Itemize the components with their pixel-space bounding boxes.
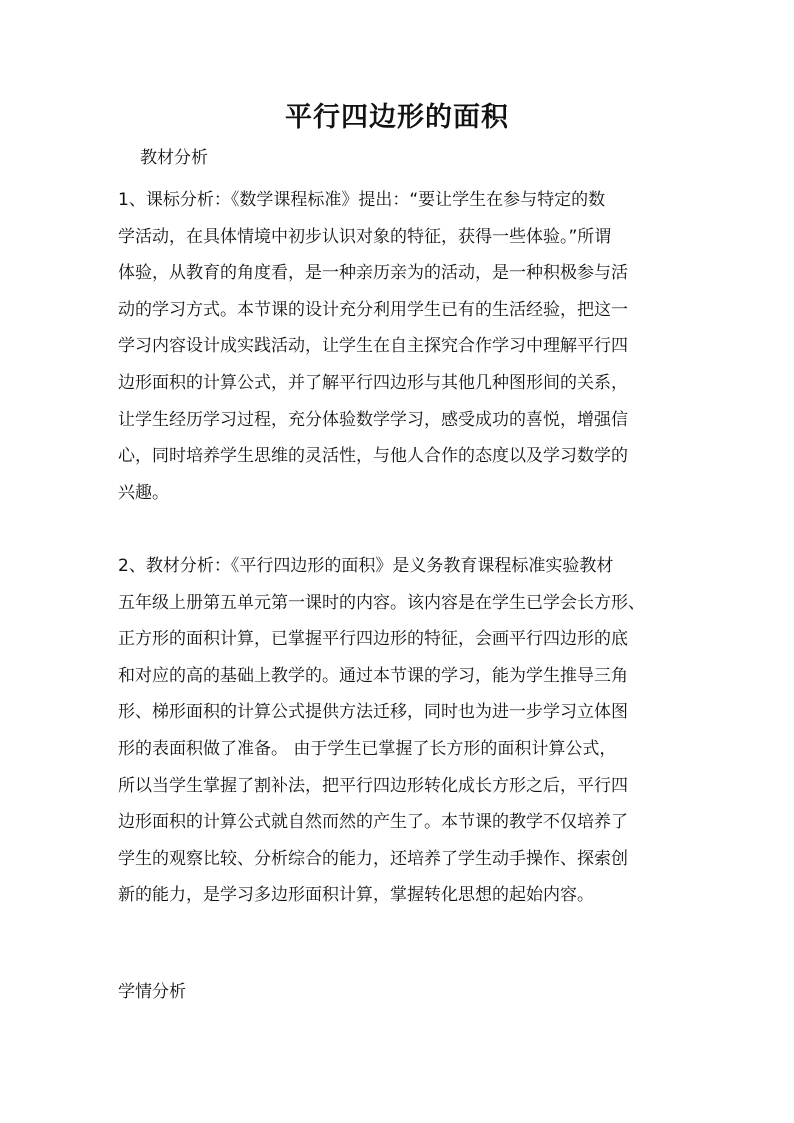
paragraph-line: 学活动，在具体情境中初步认识对象的特征，获得一些体验。”所谓	[118, 226, 612, 247]
paragraph-line: 和对应的高的基础上教学的。通过本节课的学习，能为学生推导三角	[118, 665, 628, 686]
section-heading-student-analysis: 学情分析	[118, 982, 186, 1002]
paragraph-line: 正方形的面积计算，已掌握平行四边形的特征，会画平行四边形的底	[118, 629, 628, 650]
paragraph-line: 2、教材分析：《平行四边形的面积》是义务教育课程标准实验教材	[118, 556, 614, 576]
paragraph-line: 新的能力，是学习多边形面积计算，掌握转化思想的起始内容。	[118, 885, 594, 906]
paragraph-line: 体验，从教育的角度看，是一种亲历亲为的活动，是一种积极参与活	[118, 263, 628, 284]
paragraph-line: 学生的观察比较、分析综合的能力，还培养了学生动手操作、探索创	[118, 848, 628, 869]
paragraph-line: 五年级上册第五单元第一课时的内容。该内容是在学生已学会长方形、	[118, 592, 645, 613]
paragraph-line: 形、梯形面积的计算公式提供方法迁移，同时也为进一步学习立体图	[118, 702, 628, 723]
section-heading-textbook-analysis: 教材分析	[140, 148, 208, 168]
paragraph-curriculum-analysis	[118, 182, 698, 511]
paragraph-line: 心，同时培养学生思维的灵活性，与他人合作的态度以及学习数学的	[118, 446, 628, 467]
paragraph-line: 学习内容设计成实践活动，让学生在自主探究合作学习中理解平行四	[118, 336, 628, 357]
paragraph-line: 边形面积的计算公式就自然而然的产生了。本节课的教学不仅培养了	[118, 812, 628, 833]
paragraph-line: 兴趣。	[118, 482, 169, 503]
paragraph-textbook-analysis	[118, 548, 698, 914]
paragraph-line: 动的学习方式。本节课的设计充分利用学生已有的生活经验，把这一	[118, 299, 628, 320]
paragraph-line: 所以当学生掌握了割补法，把平行四边形转化成长方形之后，平行四	[118, 775, 628, 796]
paragraph-line: 边形面积的计算公式，并了解平行四边形与其他几种图形间的关系，	[118, 372, 628, 393]
paragraph-line: 1、课标分析：《数学课程标准》提出：“要让学生在参与特定的数	[118, 190, 606, 210]
paragraph-line: 让学生经历学习过程，充分体验数学学习，感受成功的喜悦，增强信	[118, 409, 628, 430]
document-title: 平行四边形的面积	[285, 102, 509, 133]
paragraph-line: 形的表面积做了准备。 由于学生已掌握了长方形的面积计算公式，	[118, 738, 617, 759]
